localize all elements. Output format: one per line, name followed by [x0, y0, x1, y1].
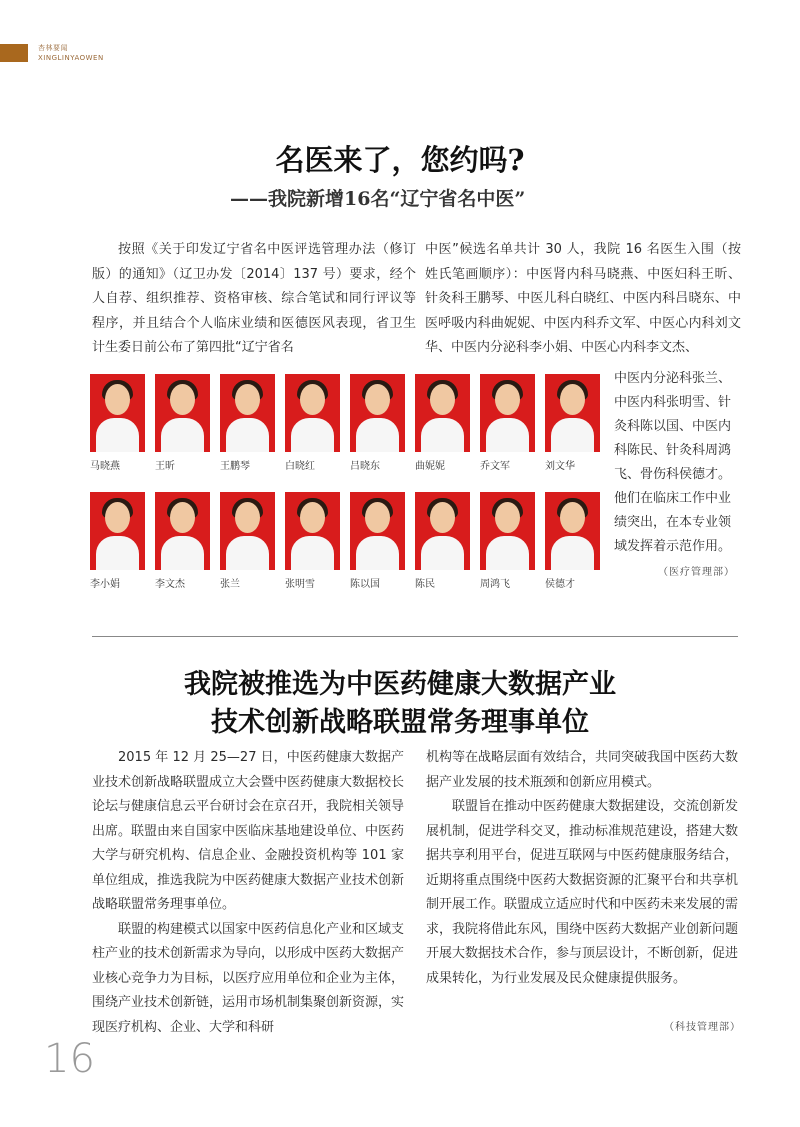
doctor-name: 陈民 — [415, 579, 435, 590]
article1-signature: （医疗管理部） — [658, 567, 735, 578]
article2-right-column — [426, 746, 738, 991]
doctor-face — [495, 384, 520, 415]
doctor-photo — [480, 374, 535, 452]
doctor-face — [170, 384, 195, 415]
doctor-name: 王鹏琴 — [220, 461, 250, 472]
doctor-photo — [220, 492, 275, 570]
doctor-photo — [545, 492, 600, 570]
doctor-name: 张兰 — [220, 579, 240, 590]
doctor-coat — [486, 536, 529, 570]
article2-title-line2: 技术创新战略联盟常务理事单位 — [211, 707, 589, 738]
doctor-face — [560, 502, 585, 533]
article2-left-column — [92, 746, 404, 1040]
side-line: 灸科陈以国、中医内 — [614, 419, 732, 434]
doctor-coat — [356, 536, 399, 570]
doctor-card — [285, 374, 340, 471]
doctor-name: 王昕 — [155, 461, 175, 472]
side-line: 绩突出，在本专业领 — [614, 515, 732, 530]
doctor-name: 曲妮妮 — [415, 461, 445, 472]
doctor-photo — [90, 374, 145, 452]
doctor-coat — [551, 418, 594, 452]
doctor-face — [235, 384, 260, 415]
doctor-photo — [545, 374, 600, 452]
side-line: 中医内分泌科张兰、 — [614, 371, 732, 386]
paragraph: 联盟的构建模式以国家中医药信息化产业和区域支柱产业的技术创新需求为导向，以形成中医药大数据产业核心竞争力为目标，以医疗应用单位和企业为主体，围绕产业技术创新链，运用市场机制集聚创新资源，实现医疗机构、企业、大学和科研 — [92, 921, 405, 1035]
doctor-card — [155, 492, 210, 589]
side-line: 域发挥着示范作用。 — [614, 539, 732, 554]
doctor-face — [430, 384, 455, 415]
doctor-coat — [421, 418, 464, 452]
section-divider — [92, 636, 738, 637]
doctor-name: 白晓红 — [285, 461, 315, 472]
doctor-face — [170, 502, 195, 533]
doctor-face — [300, 502, 325, 533]
side-line: 科陈民、针灸科周鸿 — [614, 443, 732, 458]
section-title-en: XINGLINYAOWEN — [38, 54, 104, 62]
doctor-photo — [350, 374, 405, 452]
article1-title: 名医来了，您约吗? — [275, 143, 525, 177]
doctor-photo — [285, 492, 340, 570]
doctor-name: 张明雪 — [285, 579, 315, 590]
doctor-face — [365, 384, 390, 415]
doctor-card — [480, 374, 535, 471]
doctor-face — [235, 502, 260, 533]
doctor-coat — [551, 536, 594, 570]
doctor-row — [90, 492, 610, 589]
doctor-coat — [291, 418, 334, 452]
doctor-coat — [96, 536, 139, 570]
doctor-photo — [415, 492, 470, 570]
doctor-name: 李文杰 — [155, 579, 185, 590]
doctor-coat — [96, 418, 139, 452]
section-tab-marker — [0, 44, 28, 62]
doctor-card — [285, 492, 340, 589]
doctor-card — [480, 492, 535, 589]
side-line: 中医内科张明雪、针 — [614, 395, 732, 410]
doctor-card — [545, 492, 600, 589]
doctor-photo — [480, 492, 535, 570]
doctor-coat — [161, 536, 204, 570]
doctor-card — [415, 374, 470, 471]
doctor-face — [560, 384, 585, 415]
doctor-photo — [350, 492, 405, 570]
side-line: 飞、骨伤科侯德才。 — [614, 467, 732, 482]
doctor-card — [350, 492, 405, 589]
doctor-name: 李小娟 — [90, 579, 120, 590]
doctor-name: 刘文华 — [545, 461, 575, 472]
doctor-photo — [285, 374, 340, 452]
paragraph: 按照《关于印发辽宁省名中医评选管理办法（修订版）的通知》（辽卫办发〔2014〕137 号）要求，经个人自荐、组织推荐、资格审核、综合笔试和同行评议等程序，并且结合个人临床业绩和医德医风表现，省卫生计生委日前公布了第四批“辽宁省名 — [92, 242, 416, 355]
article2-signature: （科技管理部） — [664, 1022, 741, 1033]
doctor-name: 马晓燕 — [90, 461, 120, 472]
paragraph: 2015 年 12 月 25—27 日，中医药健康大数据产业技术创新战略联盟成立大会暨中医药健康大数据校长论坛与健康信息云平台研讨会在京召开，我院相关领导出席。联盟由来自国家中医临床基地建设单位、中医药大学与研究机构、信息企业、金融投资机构等 101 家单位组成，推选我院为中医药健康大数据产业技术创新战略联盟常务理事单位。 — [92, 750, 405, 912]
doctor-face — [495, 502, 520, 533]
doctor-card — [415, 492, 470, 589]
article1-right-column — [425, 238, 741, 361]
article1-side-text — [614, 367, 744, 559]
doctor-card — [90, 374, 145, 471]
doctor-card — [220, 492, 275, 589]
doctor-name: 侯德才 — [545, 579, 575, 590]
doctor-photo — [220, 374, 275, 452]
article2-title-line1: 我院被推选为中医药健康大数据产业 — [184, 669, 616, 700]
doctor-name: 陈以国 — [350, 579, 380, 590]
side-line: 他们在临床工作中业 — [614, 491, 732, 506]
doctor-face — [300, 384, 325, 415]
doctor-face — [105, 502, 130, 533]
doctor-name: 乔文军 — [480, 461, 510, 472]
doctor-row — [90, 374, 610, 471]
doctor-coat — [226, 536, 269, 570]
running-header — [38, 43, 104, 63]
doctor-coat — [421, 536, 464, 570]
article1-left-column — [92, 238, 416, 361]
doctor-photo-grid — [90, 374, 610, 610]
doctor-face — [430, 502, 455, 533]
doctor-card — [155, 374, 210, 471]
doctor-card — [350, 374, 405, 471]
doctor-card — [545, 374, 600, 471]
doctor-card — [90, 492, 145, 589]
paragraph: 中医”候选名单共计 30 人，我院 16 名医生入围（按姓氏笔画顺序）：中医肾内科马晓燕、中医妇科王昕、针灸科王鹏琴、中医儿科白晓红、中医内科吕晓东、中医呼吸内科曲妮妮、中医内科乔文军、中医心内科刘文华、中医内分泌科李小娟、中医心内科李文杰、 — [425, 242, 741, 355]
page-number: 16 — [44, 1036, 95, 1082]
doctor-coat — [226, 418, 269, 452]
doctor-photo — [155, 492, 210, 570]
doctor-coat — [486, 418, 529, 452]
doctor-face — [365, 502, 390, 533]
doctor-card — [220, 374, 275, 471]
doctor-coat — [356, 418, 399, 452]
section-title-cn: 杏林要闻 — [38, 44, 68, 52]
doctor-photo — [155, 374, 210, 452]
doctor-name: 吕晓东 — [350, 461, 380, 472]
doctor-photo — [90, 492, 145, 570]
doctor-face — [105, 384, 130, 415]
doctor-photo — [415, 374, 470, 452]
doctor-name: 周鸿飞 — [480, 579, 510, 590]
paragraph: 联盟旨在推动中医药健康大数据建设，交流创新发展机制，促进学科交叉，推动标准规范建设，搭建大数据共享利用平台，促进互联网与中医药健康服务结合，近期将重点围绕中医药大数据资源的汇聚平台和共享机制开展工作。联盟成立适应时代和中医药未来发展的需求，我院将借此东风，围绕中医药大数据产业创新问题开展大数据技术合作，参与顶层设计，不断创新，促进成果转化，为行业发展及民众健康提供服务。 — [426, 799, 739, 986]
doctor-coat — [291, 536, 334, 570]
article1-subtitle: ——我院新增16名“辽宁省名中医” — [230, 188, 526, 210]
doctor-coat — [161, 418, 204, 452]
paragraph: 机构等在战略层面有效结合，共同突破我国中医药大数据产业发展的技术瓶颈和创新应用模式。 — [426, 750, 739, 790]
